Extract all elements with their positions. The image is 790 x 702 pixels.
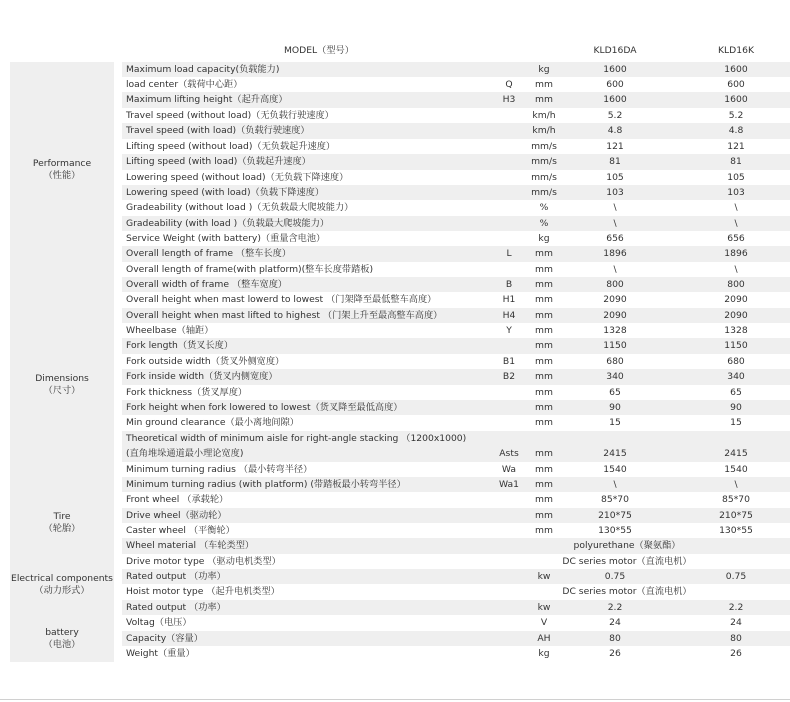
value-kld16k: 1600: [724, 64, 748, 75]
spec-unit: mm/s: [531, 187, 557, 198]
spec-symbol: Q: [505, 79, 513, 90]
value-kld16da: 85*70: [601, 494, 629, 505]
category-cell: [10, 615, 114, 662]
spec-unit: mm: [535, 325, 553, 336]
model-kld16k-header: KLD16K: [718, 45, 754, 56]
value-kld16da: 90: [609, 402, 621, 413]
spec-name: Lowering speed (without load)（无负载下降速度）: [126, 172, 349, 183]
value-kld16da: \: [613, 218, 617, 229]
spec-unit: mm: [535, 340, 553, 351]
spec-row: [122, 554, 790, 569]
category-label: Performance: [32, 157, 92, 169]
spec-row: [122, 462, 790, 477]
spec-row: [122, 292, 790, 308]
spec-name: Fork height when fork lowered to lowest（货叉降至最低高度）: [126, 402, 403, 413]
spec-name: Service Weight (with battery)（重量含电池）: [126, 233, 326, 244]
spec-row: [122, 477, 790, 492]
category-label-cn: （轮胎）: [43, 523, 81, 534]
value-kld16da: 105: [606, 172, 624, 183]
spec-row: [122, 338, 790, 354]
spec-row: [122, 123, 790, 139]
spec-symbol: Wa1: [499, 479, 519, 490]
value-kld16k: 2090: [724, 294, 748, 305]
spec-row: [122, 354, 790, 369]
spec-name: load center（载荷中心距）: [126, 79, 243, 90]
spec-name: Weight（重量）: [126, 648, 195, 659]
value-kld16k: 130*55: [719, 525, 753, 536]
value-kld16da: 210*75: [598, 510, 632, 521]
category-cell: [10, 554, 114, 615]
spec-row: [122, 415, 790, 431]
value-kld16da: 1600: [603, 64, 627, 75]
spec-name: Drive motor type （驱动电机类型）: [126, 556, 281, 567]
spec-name: Wheelbase（轴距）: [126, 325, 214, 336]
spec-unit: mm: [535, 79, 553, 90]
spec-row: [122, 62, 790, 77]
value-kld16da: 600: [606, 79, 624, 90]
spec-unit: mm: [535, 310, 553, 321]
spec-row: [122, 600, 790, 615]
spec-name: Travel speed (without load)（无负载行驶速度）: [126, 110, 334, 121]
spec-unit: km/h: [532, 110, 556, 121]
value-kld16da: 340: [606, 371, 624, 382]
spec-unit: AH: [537, 633, 551, 644]
spec-unit: %: [539, 218, 549, 229]
spec-name: Min ground clearance（最小离地间隙）: [126, 417, 299, 428]
spec-name: Hoist motor type （起升电机类型）: [126, 586, 280, 597]
spec-symbol: Y: [506, 325, 512, 336]
spec-unit: mm/s: [531, 172, 557, 183]
spec-name: Fork inside width（货叉内侧宽度）: [126, 371, 278, 382]
value-kld16k: 1896: [724, 248, 748, 259]
value-kld16k: 103: [727, 187, 745, 198]
spec-row: [122, 431, 790, 462]
value-kld16da: 65: [609, 387, 621, 398]
value-kld16da: 103: [606, 187, 624, 198]
value-kld16k: 2415: [724, 448, 748, 459]
value-kld16k: 600: [727, 79, 745, 90]
value-kld16k: \: [734, 202, 738, 213]
spec-unit: mm: [535, 387, 553, 398]
value-kld16da: 121: [606, 141, 624, 152]
spec-name: Voltag（电压）: [126, 617, 192, 628]
spec-name: Maximum lifting height（起升高度）: [126, 94, 288, 105]
spec-value-shared: DC series motor（直流电机）: [562, 586, 692, 597]
spec-name: Gradeability (without load )（无负载最大爬坡能力）: [126, 202, 354, 213]
spec-unit: mm: [535, 494, 553, 505]
value-kld16k: 81: [730, 156, 742, 167]
spec-name: Rated output （功率）: [126, 571, 226, 582]
value-kld16k: 2.2: [728, 602, 744, 613]
category-label: battery: [45, 626, 79, 638]
spec-unit: %: [539, 202, 549, 213]
spec-name: Overall length of frame(with platform)(整车长度带踏板): [126, 264, 374, 275]
spec-row: [122, 185, 790, 200]
spec-row: [122, 170, 790, 185]
spec-name: Fork thickness（货叉厚度）: [126, 387, 248, 398]
spec-row: [122, 200, 790, 216]
spec-row: [122, 323, 790, 338]
value-kld16da: 2090: [603, 310, 627, 321]
spec-symbol: Asts: [499, 448, 519, 459]
spec-name: Wheel material （车轮类型）: [126, 540, 255, 551]
value-kld16k: 1600: [724, 94, 748, 105]
value-kld16k: 85*70: [722, 494, 750, 505]
value-kld16da: \: [613, 202, 617, 213]
category-cell: [10, 492, 114, 554]
spec-symbol: L: [506, 248, 512, 259]
spec-row: [122, 308, 790, 323]
value-kld16da: 24: [609, 617, 621, 628]
spec-row: [122, 538, 790, 554]
spec-row: [122, 646, 790, 662]
value-kld16da: 81: [609, 156, 621, 167]
spec-name: Minimum turning radius (with platform) (带踏板最小转弯半径）: [126, 479, 406, 490]
category-label: Electrical components: [11, 572, 113, 584]
category-label-cn: （尺寸）: [43, 384, 81, 396]
spec-name: Lowering speed (with load)（负载下降速度）: [126, 187, 325, 198]
category-cell: [10, 277, 114, 492]
category-label-cn: （动力形式）: [34, 584, 90, 596]
value-kld16da: 2415: [603, 448, 627, 459]
value-kld16da: 15: [609, 417, 621, 428]
value-kld16k: 121: [727, 141, 745, 152]
value-kld16da: 1896: [603, 248, 627, 259]
spec-name: Minimum turning radius （最小转弯半径）: [126, 464, 313, 475]
spec-unit: kg: [538, 64, 550, 75]
spec-name: Overall width of frame （整车宽度）: [126, 279, 288, 290]
value-kld16da: 130*55: [598, 525, 632, 536]
spec-row: [122, 277, 790, 292]
spec-unit: mm: [535, 510, 553, 521]
spec-name: Front wheel （承载轮）: [126, 494, 229, 505]
spec-unit: mm: [535, 94, 553, 105]
spec-symbol: B: [505, 279, 513, 290]
value-kld16da: 2090: [603, 294, 627, 305]
spec-unit: mm: [535, 356, 553, 367]
spec-row: [122, 508, 790, 523]
spec-symbol: H1: [502, 294, 516, 305]
value-kld16k: 210*75: [719, 510, 753, 521]
value-kld16k: \: [734, 264, 738, 275]
value-kld16k: 24: [730, 617, 742, 628]
spec-unit: mm: [535, 479, 553, 490]
value-kld16da: \: [613, 479, 617, 490]
model-header: MODEL（型号）: [284, 45, 354, 56]
spec-name: Lifting speed (without load)（无负载起升速度）: [126, 141, 336, 152]
spec-row: [122, 154, 790, 170]
bottom-divider: [0, 699, 790, 700]
spec-name: Lifting speed (with load)（负载起升速度）: [126, 156, 311, 167]
spec-row: [122, 631, 790, 646]
value-kld16da: 1600: [603, 94, 627, 105]
value-kld16da: 26: [609, 648, 621, 659]
spec-unit: mm: [535, 279, 553, 290]
model-kld16da-header: KLD16DA: [593, 45, 637, 56]
value-kld16k: 680: [727, 356, 745, 367]
spec-unit: mm: [535, 417, 553, 428]
value-kld16k: 0.75: [725, 571, 747, 582]
value-kld16k: 26: [730, 648, 742, 659]
value-kld16k: 80: [730, 633, 742, 644]
spec-name: Rated output （功率）: [126, 602, 226, 613]
spec-symbol: Wa: [501, 464, 517, 475]
spec-unit: km/h: [532, 125, 556, 136]
spec-unit: mm/s: [531, 141, 557, 152]
value-kld16da: 800: [606, 279, 624, 290]
spec-unit: mm: [535, 402, 553, 413]
spec-unit: kg: [538, 648, 550, 659]
value-kld16da: 80: [609, 633, 621, 644]
category-cell: [10, 62, 114, 277]
spec-unit: V: [540, 617, 548, 628]
spec-name: Overall height when mast lifted to highest （门架上升至最高整车高度）: [126, 310, 443, 321]
spec-row: [122, 369, 790, 385]
spec-row: [122, 231, 790, 246]
spec-value-shared: DC series motor（直流电机）: [562, 556, 692, 567]
spec-name: Fork outside width（货叉外侧宽度）: [126, 356, 285, 367]
spec-row: [122, 400, 790, 415]
spec-row: [122, 615, 790, 631]
value-kld16k: 1540: [724, 464, 748, 475]
value-kld16k: 800: [727, 279, 745, 290]
value-kld16da: 5.2: [607, 110, 623, 121]
spec-unit: kg: [538, 233, 550, 244]
spec-unit: mm: [535, 371, 553, 382]
spec-name: Overall height when mast lowerd to lowest （门架降至最低整车高度）: [126, 294, 437, 305]
spec-name: Travel speed (with load)（负载行驶速度）: [126, 125, 310, 136]
value-kld16k: \: [734, 479, 738, 490]
value-kld16k: 2090: [724, 310, 748, 321]
spec-row: [122, 246, 790, 262]
spec-unit: mm: [535, 525, 553, 536]
value-kld16k: 65: [730, 387, 742, 398]
spec-unit: kw: [537, 602, 551, 613]
spec-name: Maximum load capacity(负载能力): [126, 64, 280, 75]
spec-name: Drive wheel（驱动轮）: [126, 510, 227, 521]
value-kld16da: 0.75: [604, 571, 626, 582]
spec-symbol: B1: [502, 356, 516, 367]
spec-name: Overall length of frame （整车长度）: [126, 248, 292, 259]
category-label-cn: （性能）: [43, 169, 81, 181]
value-kld16da: 1150: [603, 340, 627, 351]
spec-row: [122, 108, 790, 123]
spec-row: [122, 139, 790, 154]
spec-unit: mm/s: [531, 156, 557, 167]
spec-row: [122, 492, 790, 508]
spec-row: [122, 569, 790, 584]
value-kld16da: 680: [606, 356, 624, 367]
spec-row: [122, 523, 790, 538]
value-kld16da: \: [613, 264, 617, 275]
spec-value-shared: polyurethane（聚氨酯）: [573, 540, 681, 551]
spec-row: [122, 77, 790, 92]
spec-name: Caster wheel （平衡轮）: [126, 525, 235, 536]
spec-symbol: B2: [502, 371, 516, 382]
spec-symbol: H4: [502, 310, 516, 321]
value-kld16k: 90: [730, 402, 742, 413]
spec-name: Fork length（货叉长度）: [126, 340, 234, 351]
value-kld16k: 656: [727, 233, 745, 244]
value-kld16k: 1328: [724, 325, 748, 336]
value-kld16k: 105: [727, 172, 745, 183]
category-label-cn: （电池）: [43, 638, 81, 650]
spec-unit: mm: [535, 448, 553, 459]
spec-unit: mm: [535, 264, 553, 275]
value-kld16da: 1540: [603, 464, 627, 475]
spec-row: [122, 92, 790, 108]
value-kld16da: 1328: [603, 325, 627, 336]
spec-unit: kw: [537, 571, 551, 582]
spec-row: [122, 262, 790, 277]
spec-symbol: H3: [502, 94, 516, 105]
spec-row: [122, 584, 790, 600]
value-kld16da: 656: [606, 233, 624, 244]
category-label: Tire: [53, 511, 71, 522]
spec-name-cn: (直角堆垛通道最小理论宽度): [126, 448, 244, 459]
value-kld16k: 5.2: [728, 110, 744, 121]
value-kld16k: 1150: [724, 340, 748, 351]
spec-unit: mm: [535, 464, 553, 475]
spec-name: Gradeability (with load )（负载最大爬坡能力）: [126, 218, 330, 229]
spec-row: [122, 216, 790, 231]
spec-name: Theoretical width of minimum aisle for right-angle stacking （1200x1000): [126, 433, 467, 444]
value-kld16k: 340: [727, 371, 745, 382]
spec-unit: mm: [535, 248, 553, 259]
spec-row: [122, 385, 790, 400]
category-label: Dimensions: [35, 372, 89, 384]
value-kld16k: 4.8: [728, 125, 744, 136]
value-kld16da: 2.2: [607, 602, 623, 613]
value-kld16k: \: [734, 218, 738, 229]
spec-name: Capacity（容量）: [126, 633, 203, 644]
value-kld16da: 4.8: [607, 125, 623, 136]
value-kld16k: 15: [730, 417, 742, 428]
spec-unit: mm: [535, 294, 553, 305]
